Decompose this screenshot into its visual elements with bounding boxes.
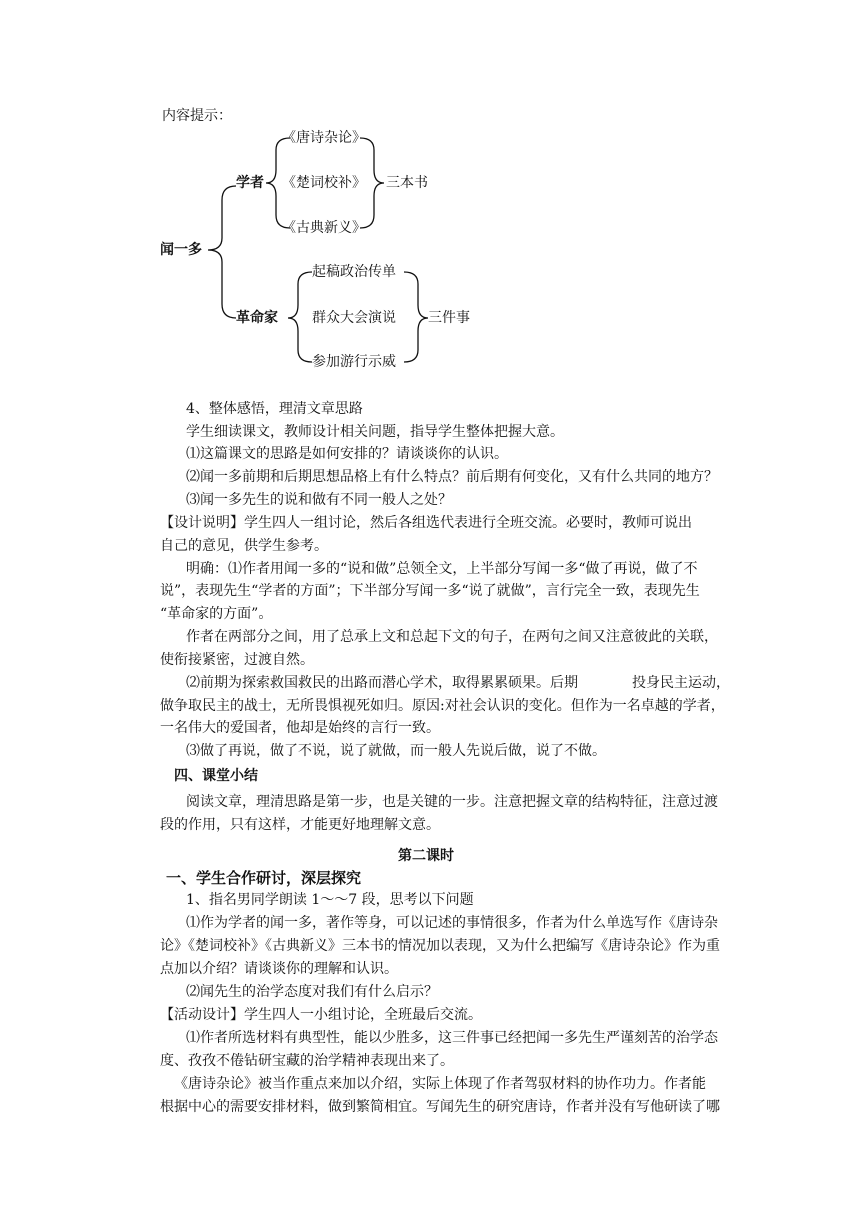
- revolutionary-summary-bracket: [404, 272, 428, 362]
- revolutionary-item: 参加游行示威: [312, 354, 396, 370]
- content-hint-label: 内容提示：: [162, 108, 232, 124]
- mind-map-brackets: [0, 0, 860, 400]
- paragraph-line: 明确：⑴作者用闻一多的“说和做”总领全文，上半部分写闻一多“做了再说，做了不: [186, 561, 698, 577]
- paragraph-line: 《唐诗杂论》被当作重点来加以介绍，实际上体现了作者驾驭材料的协作功力。作者能: [174, 1076, 706, 1092]
- question: ⑶闻一多先生的说和做有不同一般人之处？: [186, 492, 452, 508]
- scholar-label: 学者: [236, 175, 264, 191]
- paragraph-line: 使衔接紧密，过渡自然。: [160, 652, 314, 668]
- paragraph-line: 根据中心的需要安排材料，做到繁简相宜。写闻先生的研究唐诗，作者并没有写他研读了哪: [160, 1099, 720, 1115]
- revolutionary-item: 群众大会演说: [312, 310, 396, 326]
- paragraph-line: 投身民主运动，: [632, 675, 730, 691]
- paragraph-line: 【活动设计】学生四人一小组讨论，全班最后交流。: [160, 1007, 482, 1023]
- root-bracket: [208, 186, 236, 318]
- question: ⑵闻一多前期和后期思想品格上有什么特点？前后期有何变化，又有什么共同的地方？: [186, 469, 718, 485]
- paragraph-line: ⑴作为学者的闻一多，著作等身，可以记述的事情很多，作者为什么单选写作《唐诗杂: [186, 915, 718, 931]
- lesson-title: 第二课时: [398, 848, 454, 864]
- section-heading: 4、整体感悟，理清文章思路: [186, 401, 363, 417]
- paragraph-line: ⑵闻先生的治学态度对我们有什么启示？: [186, 984, 438, 1000]
- paragraph-line: 段的作用，只有这样，才能更好地理解文意。: [160, 817, 440, 833]
- scholar-item: 《古典新义》: [282, 220, 366, 236]
- scholar-item: 《楚词校补》: [282, 175, 366, 191]
- revolutionary-label: 革命家: [236, 310, 278, 326]
- paragraph-line: 做争取民主的战士，无所畏惧视死如归。原因:对社会认识的变化。但作为一名卓越的学者，: [160, 698, 725, 714]
- revolutionary-summary: 三件事: [428, 310, 470, 326]
- section-heading: 四、课堂小结: [174, 768, 258, 784]
- paragraph-line: ⑴作者所选材料有典型性，能以少胜多，这三件事已经把闻一多先生严谨刻苦的治学态: [186, 1030, 718, 1046]
- scholar-item: 《唐诗杂论》: [282, 130, 366, 146]
- paragraph-line: [160, 513, 692, 533]
- section-heading: 一、学生合作研讨，深层探究: [166, 869, 362, 887]
- paragraph-line: 论》《楚词校补》《古典新义》三本书的情况加以表现，又为什么把编写《唐诗杂论》作为重: [160, 938, 720, 954]
- paragraph-line: “革命家的方面”。: [160, 606, 273, 622]
- revolutionary-item: 起稿政治传单: [312, 264, 396, 280]
- paragraph-line: 作者在两部分之间，用了总承上文和总起下文的句子，在两句之间又注意彼此的关联，: [186, 629, 718, 645]
- paragraph-line: ⑶做了再说，做了不说，说了就做，而一般人先说后做，说了不做。: [186, 743, 606, 759]
- paragraph-line: 一名伟大的爱国者，他却是始终的言行一致。: [160, 720, 440, 736]
- question: ⑴这篇课文的思路是如何安排的？请谈谈你的认识。: [186, 446, 508, 462]
- paragraph-line: 1、指名男同学朗读 1～～7 段，思考以下问题: [186, 892, 474, 908]
- text-line: 【设计说明】学生四人一组讨论，然后各组选代表进行全班交流。必要时，教师可说出: [160, 515, 692, 531]
- revolutionary-items-bracket: [288, 272, 312, 362]
- paragraph-line: ⑵前期为探索救国救民的出路而潜心学术，取得累累硕果。后期: [186, 675, 578, 691]
- paragraph-line: 度、孜孜不倦钻研宝藏的治学精神表现出来了。: [160, 1053, 454, 1069]
- paragraph-line: 自己的意见，供学生参考。: [160, 538, 328, 554]
- paragraph-line: 阅读文章，理清思路是第一步，也是关键的一步。注意把握文章的结构特征，注意过渡: [186, 794, 718, 810]
- root-label: 闻一多: [160, 242, 202, 258]
- paragraph-line: 说”，表现先生“学者的方面”；下半部分写闻一多“说了就做”，言行完全一致，表现先生: [160, 583, 700, 599]
- scholar-summary: 三本书: [386, 175, 428, 191]
- paragraph-line: 点加以介绍？请谈谈你的理解和认识。: [160, 961, 398, 977]
- paragraph: 学生细读课文，教师设计相关问题，指导学生整体把握大意。: [186, 424, 564, 440]
